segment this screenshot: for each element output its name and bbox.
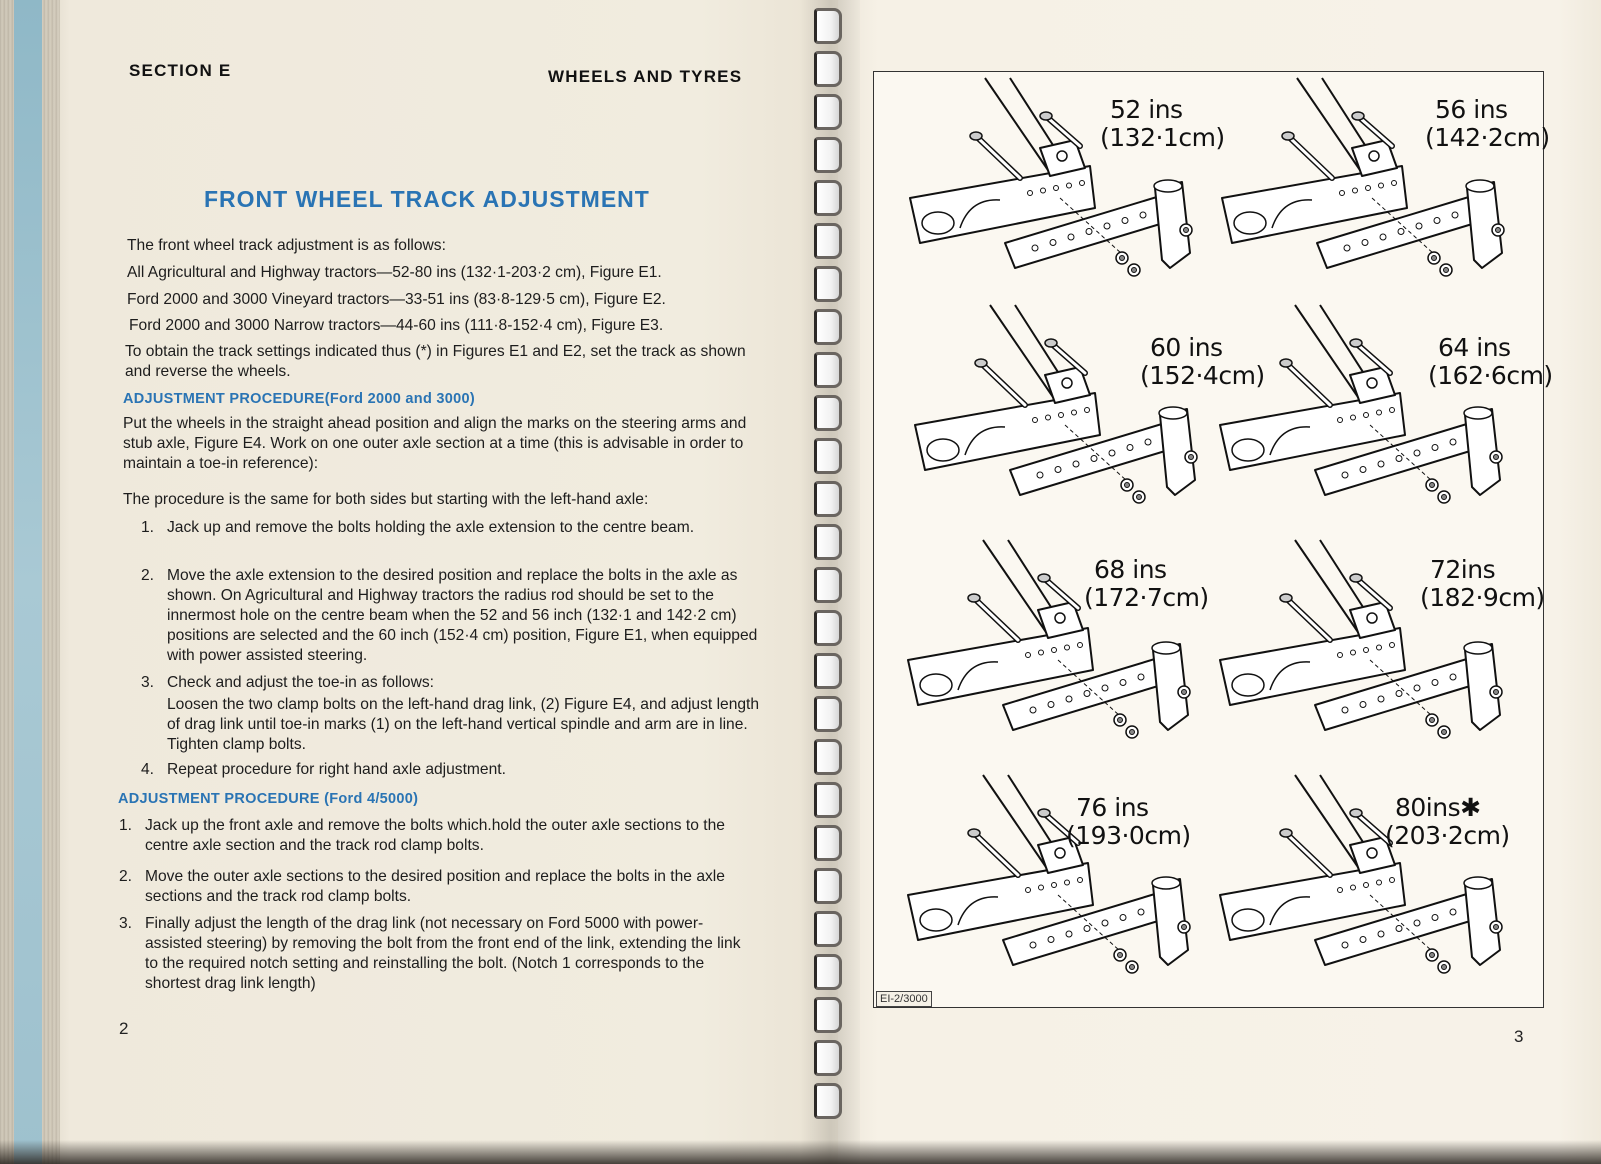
step-number: 3. [141, 674, 155, 691]
binding-ring [814, 782, 842, 818]
track-centimetres: (203·2cm) [1385, 821, 1510, 850]
binding-ring [814, 395, 842, 431]
binding-ring [814, 696, 842, 732]
track-setting-label [1385, 794, 1510, 850]
intro-line: Ford 2000 and 3000 Vineyard tractors—33-51 ins (83·8-129·5 cm), Figure E2. [127, 291, 666, 308]
bottom-shadow [0, 1140, 1601, 1164]
binding-ring [814, 1040, 842, 1076]
procedure-paragraph: The procedure is the same for both sides but starting with the left-hand axle: [123, 491, 649, 508]
step-number: 1. [119, 817, 133, 834]
page-number: 3 [1514, 1027, 1524, 1046]
step-number: 4. [141, 761, 155, 778]
track-inches: 80ins✱ [1395, 793, 1481, 822]
track-centimetres: (193·0cm) [1066, 821, 1191, 850]
track-inches: 76 ins [1076, 793, 1149, 822]
figure-code: EI-2/3000 [876, 991, 932, 1007]
track-inches: 56 ins [1435, 95, 1508, 124]
binding-ring [814, 137, 842, 173]
binding-ring [814, 868, 842, 904]
track-setting-label [1425, 96, 1550, 152]
procedure-heading: ADJUSTMENT PROCEDURE (Ford 4/5000) [118, 791, 419, 807]
track-inches: 64 ins [1438, 333, 1511, 362]
step-text: Jack up and remove the bolts holding the axle extension to the centre beam. [167, 519, 695, 536]
track-inches: 60 ins [1150, 333, 1223, 362]
step-text: Finally adjust the length of the drag link (not necessary on Ford 5000 with power-assisted steering) by removing the bolt from the front end of the link, extending the link to the required notch setting and reinstalling the bolt. (Notch 1 corresponds to the shortest drag link length) [145, 915, 741, 992]
intro-line: Ford 2000 and 3000 Narrow tractors—44-60 ins (111·8-152·4 cm), Figure E3. [129, 317, 664, 334]
step-text: Move the axle extension to the desired position and replace the bolts in the axle as shown. On Agricultural and Highway tractors the radius rod should be set to the innermost hole on the centre beam when the 52 and 56 inch (132·1 and 142·2 cm) positions are selected and the 60 inch (152·4 cm) position, Figure E1, when equipped with power assisted steering. [167, 567, 758, 664]
track-setting-label [1066, 794, 1191, 850]
step-number: 2. [119, 868, 133, 885]
step-text: Move the outer axle sections to the desired position and replace the bolts in the axle sections and the track rod clamp bolts. [145, 868, 725, 905]
step-number: 1. [141, 519, 155, 536]
track-inches: 68 ins [1094, 555, 1167, 584]
binding-ring [814, 309, 842, 345]
binding-ring [814, 481, 842, 517]
page-title: FRONT WHEEL TRACK ADJUSTMENT [204, 186, 650, 212]
binding-ring [814, 51, 842, 87]
binding-ring [814, 266, 842, 302]
spiral-binding [814, 0, 844, 1164]
binding-ring [814, 352, 842, 388]
track-centimetres: (172·7cm) [1084, 583, 1209, 612]
binding-ring [814, 739, 842, 775]
binding-ring [814, 653, 842, 689]
binding-ring [814, 1083, 842, 1119]
intro-line: The front wheel track adjustment is as follows: [127, 237, 446, 254]
binding-ring [814, 997, 842, 1033]
step-text: Repeat procedure for right hand axle adjustment. [167, 761, 506, 778]
binding-ring [814, 438, 842, 474]
step-number: 2. [141, 567, 155, 584]
binding-ring [814, 223, 842, 259]
track-inches: 52 ins [1110, 95, 1183, 124]
cover-edge [14, 0, 42, 1164]
track-centimetres: (162·6cm) [1428, 361, 1553, 390]
binding-ring [814, 567, 842, 603]
step-text: Check and adjust the toe-in as follows: [167, 674, 434, 691]
binding-ring [814, 94, 842, 130]
track-setting-label [1084, 556, 1209, 612]
track-setting-label [1428, 334, 1553, 390]
intro-note: To obtain the track settings indicated thus (*) in Figures E1 and E2, set the track as shown and reverse the wheels. [125, 343, 746, 380]
binding-ring [814, 911, 842, 947]
track-inches: 72ins [1430, 555, 1496, 584]
binding-ring [814, 524, 842, 560]
binding-ring [814, 180, 842, 216]
track-setting-label [1100, 96, 1225, 152]
procedure-paragraph: Put the wheels in the straight ahead position and align the marks on the steering arms and stub axle, Figure E4. Work on one outer axle section at a time (this is advisable in order to maintain a toe-in reference): [123, 415, 747, 472]
binding-ring [814, 825, 842, 861]
page-number: 2 [119, 1019, 129, 1038]
track-centimetres: (152·4cm) [1140, 361, 1265, 390]
step-text: Jack up the front axle and remove the bolts which.hold the outer axle sections to the centre axle section and the track rod clamp bolts. [145, 817, 725, 854]
binding-ring [814, 954, 842, 990]
intro-line: All Agricultural and Highway tractors—52-80 ins (132·1-203·2 cm), Figure E1. [127, 264, 662, 281]
track-centimetres: (142·2cm) [1425, 123, 1550, 152]
track-centimetres: (182·9cm) [1420, 583, 1545, 612]
step-text: Loosen the two clamp bolts on the left-hand drag link, (2) Figure E4, and adjust length of drag link until toe-in marks (1) on the left-hand vertical spindle and arm are in line. Tighten clamp bolts. [167, 696, 760, 753]
track-setting-label [1420, 556, 1545, 612]
track-centimetres: (132·1cm) [1100, 123, 1225, 152]
binding-ring [814, 8, 842, 44]
step-number: 3. [119, 915, 133, 932]
procedure-heading: ADJUSTMENT PROCEDURE(Ford 2000 and 3000) [123, 391, 476, 407]
binding-ring [814, 610, 842, 646]
chapter-label: WHEELS AND TYRES [548, 67, 743, 86]
section-label: SECTION E [129, 61, 232, 80]
